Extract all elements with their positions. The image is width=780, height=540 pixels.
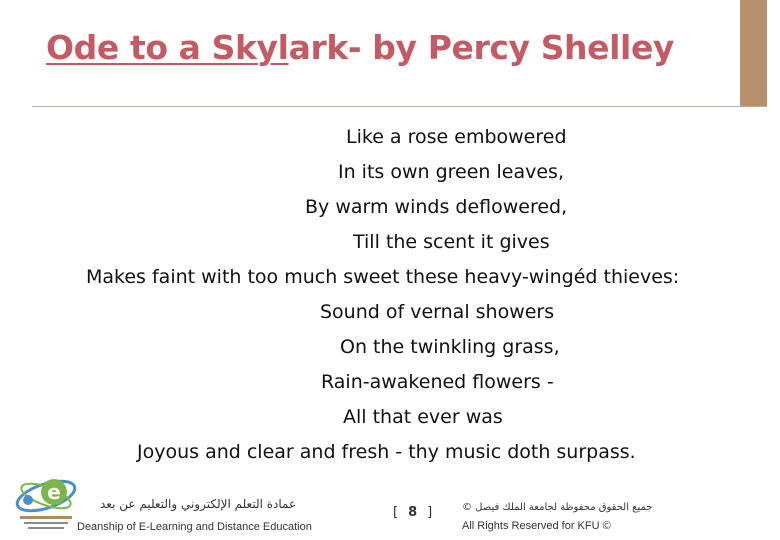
title-part-2: ark- by bbox=[288, 28, 428, 67]
copyright-arabic: جميع الحقوق محفوظة لجامعة الملك فيصل © bbox=[462, 502, 653, 513]
poem-line-9: All that ever was bbox=[343, 406, 503, 428]
page-bracket-close: ] bbox=[427, 505, 433, 520]
accent-bar bbox=[740, 0, 767, 107]
deanship-arabic: عمادة التعلم الإلكتروني والتعليم عن بعد bbox=[100, 497, 297, 511]
poem-line-6: Sound of vernal showers bbox=[320, 301, 555, 323]
poem-line-2: In its own green leaves, bbox=[338, 161, 564, 183]
svg-text:e: e bbox=[47, 480, 61, 504]
poem-line-10: Joyous and clear and fresh - thy music doth surpass. bbox=[137, 441, 636, 463]
slide-title bbox=[46, 28, 674, 67]
deanship-english: Deanship of E-Learning and Distance Education bbox=[77, 521, 312, 533]
title-divider bbox=[32, 106, 767, 107]
poem-line-8: Rain-awakened flowers - bbox=[321, 371, 554, 393]
copyright-english: All Rights Reserved for KFU © bbox=[462, 520, 611, 532]
poem-line-5: Makes faint with too much sweet these heavy-wingéd thieves: bbox=[86, 266, 680, 288]
e-learning-logo bbox=[6, 470, 86, 534]
poem-line-4: Till the scent it gives bbox=[353, 231, 550, 253]
title-part-1: Ode to a Skyl bbox=[46, 28, 289, 67]
title-part-3: Percy Shelley bbox=[427, 28, 675, 67]
page-number-value: 8 bbox=[408, 505, 418, 520]
poem-line-7: On the twinkling grass, bbox=[340, 336, 560, 358]
poem-line-3: By warm winds deflowered, bbox=[305, 196, 568, 218]
poem-line-1: Like a rose embowered bbox=[346, 126, 567, 148]
page-bracket-open: [ bbox=[393, 505, 399, 520]
page-number bbox=[393, 505, 432, 520]
